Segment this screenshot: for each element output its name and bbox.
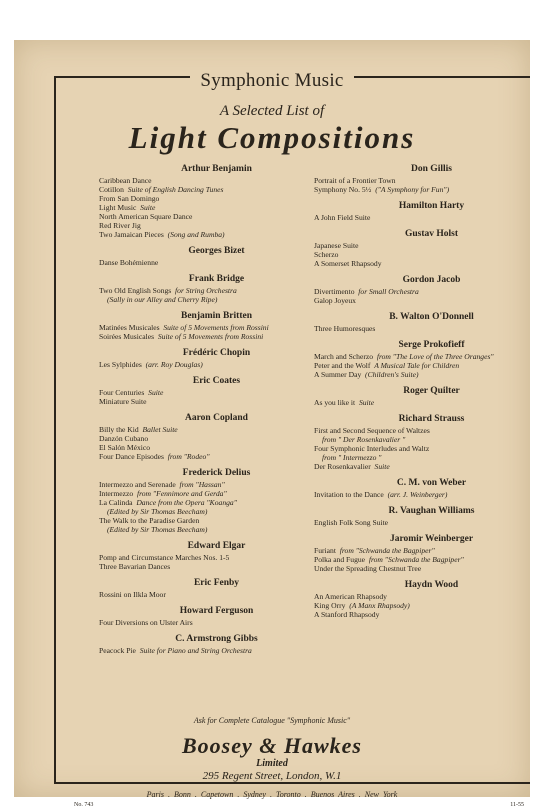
work-entry bbox=[314, 518, 533, 527]
publisher-address: 295 Regent Street, London, W.1 bbox=[202, 770, 342, 782]
composer-block bbox=[99, 274, 334, 304]
composer-name: Frédéric Chopin bbox=[182, 348, 251, 358]
composer-block bbox=[314, 414, 533, 471]
work-entry bbox=[314, 610, 533, 619]
work-description: from "The Love of the Three Oranges" bbox=[376, 352, 494, 361]
work-description: (Edited by Sir Thomas Beecham) bbox=[107, 507, 208, 516]
work-title: Matinées Musicales bbox=[99, 323, 160, 332]
composer-name: Eric Coates bbox=[192, 376, 241, 386]
work-entry bbox=[99, 562, 334, 571]
work-entry bbox=[99, 425, 334, 434]
work-entry bbox=[99, 434, 334, 443]
work-title: A Summer Day bbox=[314, 370, 362, 379]
work-title: Intermezzo and Serenade bbox=[99, 480, 176, 489]
composer-block bbox=[99, 413, 334, 461]
work-entry bbox=[99, 258, 334, 267]
composer-block bbox=[99, 606, 334, 627]
work-entry bbox=[314, 370, 533, 379]
work-description: (Song and Rumba) bbox=[167, 230, 225, 239]
work-description: Ballet Suite bbox=[142, 425, 178, 434]
work-entry bbox=[314, 213, 533, 222]
work-description: Suite bbox=[140, 203, 156, 212]
work-title: As you like it bbox=[314, 398, 356, 407]
work-title: King Orry bbox=[314, 601, 346, 610]
work-title: An American Rhapsody bbox=[314, 592, 387, 601]
work-entry bbox=[99, 525, 334, 534]
work-description: from "Hassan" bbox=[179, 480, 225, 489]
work-entry bbox=[314, 601, 533, 610]
work-title: Four Symphonic Interludes and Waltz bbox=[314, 444, 430, 453]
work-title: From San Domingo bbox=[99, 194, 160, 203]
work-description: from "Schwanda the Bagpiper" bbox=[339, 546, 435, 555]
composer-name: Richard Strauss bbox=[398, 414, 465, 424]
work-title: El Salón México bbox=[99, 443, 151, 452]
page-title: Light Compositions bbox=[128, 120, 416, 155]
work-entry bbox=[314, 490, 533, 499]
work-title: Peacock Pie bbox=[99, 646, 136, 655]
composer-name: R. Vaughan Williams bbox=[388, 506, 475, 516]
work-title: Two Old English Songs bbox=[99, 286, 172, 295]
work-entry bbox=[99, 452, 334, 461]
catalogue-number: No. 743 bbox=[74, 802, 94, 808]
work-description: ("A Symphony for Fun") bbox=[375, 185, 450, 194]
work-entry bbox=[99, 507, 334, 516]
work-entry bbox=[314, 241, 533, 250]
work-description: Suite for Piano and String Orchestra bbox=[139, 646, 252, 655]
composer-block bbox=[99, 376, 334, 406]
work-description: for Small Orchestra bbox=[358, 287, 419, 296]
work-entry bbox=[99, 185, 334, 194]
composer-block bbox=[314, 506, 533, 527]
work-entry bbox=[99, 176, 334, 185]
composer-name: Hamilton Harty bbox=[398, 201, 465, 211]
composer-block bbox=[314, 478, 533, 499]
work-entry bbox=[314, 546, 533, 555]
work-entry bbox=[314, 324, 533, 333]
composer-block bbox=[314, 229, 533, 268]
work-title: English Folk Song Suite bbox=[314, 518, 389, 527]
composer-name: Eric Fenby bbox=[193, 578, 240, 588]
work-description: (A Manx Rhapsody) bbox=[349, 601, 410, 610]
work-title: Red River Jig bbox=[99, 221, 141, 230]
composer-name: Jaromir Weinberger bbox=[389, 534, 474, 544]
work-title: First and Second Sequence of Waltzes bbox=[314, 426, 430, 435]
work-entry bbox=[99, 212, 334, 221]
work-description: Suite of English Dancing Tunes bbox=[127, 185, 224, 194]
work-description: Dance from the Opera "Koanga" bbox=[136, 498, 237, 507]
work-description: Suite bbox=[148, 388, 164, 397]
work-entry bbox=[314, 176, 533, 185]
work-title: The Walk to the Paradise Garden bbox=[99, 516, 200, 525]
work-entry bbox=[314, 426, 533, 435]
work-entry bbox=[99, 646, 334, 655]
composer-name: Gustav Holst bbox=[404, 229, 459, 239]
work-title: Pomp and Circumstance Marches Nos. 1-5 bbox=[99, 553, 230, 562]
work-title: Danzón Cubano bbox=[99, 434, 149, 443]
composer-block bbox=[99, 311, 334, 341]
work-title: La Calinda bbox=[99, 498, 133, 507]
work-entry bbox=[99, 360, 334, 369]
work-title: Cotillon bbox=[99, 185, 124, 194]
work-entry bbox=[99, 489, 334, 498]
work-entry bbox=[99, 295, 334, 304]
work-entry bbox=[99, 443, 334, 452]
publisher-limited: Limited bbox=[256, 758, 288, 769]
left-column bbox=[99, 164, 334, 662]
work-title: Der Rosenkavalier bbox=[314, 462, 371, 471]
composer-name: Serge Prokofieff bbox=[398, 340, 465, 350]
work-entry bbox=[99, 221, 334, 230]
composer-block bbox=[314, 340, 533, 379]
work-description: from "Fennimore and Gerda" bbox=[136, 489, 227, 498]
work-description: (Children's Suite) bbox=[365, 370, 419, 379]
work-entry bbox=[314, 435, 533, 444]
composer-block bbox=[314, 312, 533, 333]
work-entry bbox=[314, 398, 533, 407]
work-description: Suite bbox=[374, 462, 390, 471]
work-title: Four Dance Episodes bbox=[99, 452, 164, 461]
work-title: Galop Joyeux bbox=[314, 296, 356, 305]
work-description: from " Intermezzo " bbox=[322, 453, 382, 462]
work-title: Four Centuries bbox=[99, 388, 145, 397]
work-entry bbox=[314, 564, 533, 573]
work-entry bbox=[99, 332, 334, 341]
work-title: Three Humoresques bbox=[314, 324, 376, 333]
work-title: Portrait of a Frontier Town bbox=[314, 176, 396, 185]
composer-block bbox=[314, 164, 533, 194]
work-entry bbox=[99, 498, 334, 507]
print-code: 11-55 bbox=[510, 802, 524, 808]
work-entry bbox=[314, 250, 533, 259]
work-description: Suite of 5 Movements from Rossini bbox=[157, 332, 264, 341]
composer-block bbox=[314, 580, 533, 619]
composer-block bbox=[99, 634, 334, 655]
work-entry bbox=[99, 553, 334, 562]
composer-name: Edward Elgar bbox=[187, 541, 246, 551]
composer-block bbox=[99, 246, 334, 267]
publisher-name: Boosey & Hawkes bbox=[182, 733, 362, 758]
work-title: Symphony No. 5½ bbox=[314, 185, 372, 194]
work-description: for String Orchestra bbox=[175, 286, 237, 295]
work-entry bbox=[314, 259, 533, 268]
work-title: Intermezzo bbox=[99, 489, 134, 498]
work-entry bbox=[314, 287, 533, 296]
work-entry bbox=[99, 388, 334, 397]
composer-name: Arthur Benjamin bbox=[181, 164, 252, 174]
composer-block bbox=[99, 468, 334, 534]
work-entry bbox=[99, 286, 334, 295]
composer-name: C. Armstrong Gibbs bbox=[175, 634, 258, 644]
work-entry bbox=[314, 185, 533, 194]
composer-name: Haydn Wood bbox=[404, 580, 459, 590]
work-title: Miniature Suite bbox=[99, 397, 147, 406]
composer-block bbox=[314, 534, 533, 573]
work-title: Light Music bbox=[99, 203, 137, 212]
catalogue-note: Ask for Complete Catalogue "Symphonic Music" bbox=[193, 716, 351, 725]
composer-name: Frederick Delius bbox=[182, 468, 251, 478]
work-title: Polka and Fugue bbox=[314, 555, 366, 564]
work-description: from "Schwanda the Bagpiper" bbox=[368, 555, 464, 564]
publisher-cities: Paris . Bonn . Capetown . Sydney . Toronto . Buenos Aires . New York bbox=[146, 790, 398, 799]
composer-name: Benjamin Britten bbox=[181, 311, 252, 321]
work-title: Soirées Musicales bbox=[99, 332, 155, 341]
composer-block bbox=[99, 164, 334, 239]
work-title: Japanese Suite bbox=[314, 241, 359, 250]
work-title: Three Bavarian Dances bbox=[99, 562, 171, 571]
work-entry bbox=[314, 352, 533, 361]
work-entry bbox=[99, 194, 334, 203]
work-entry bbox=[99, 516, 334, 525]
catalogue-sheet bbox=[14, 40, 530, 808]
work-title: Danse Bohémienne bbox=[99, 258, 159, 267]
work-title: Rossini on Ilkla Moor bbox=[99, 590, 166, 599]
work-title: Billy the Kid bbox=[99, 425, 139, 434]
work-description: Suite of 5 Movements from Rossini bbox=[163, 323, 269, 332]
work-description: from "Rodeo" bbox=[167, 452, 210, 461]
work-title: Two Jamaican Pieces bbox=[99, 230, 164, 239]
composer-name: Don Gillis bbox=[411, 164, 452, 174]
composer-block bbox=[314, 275, 533, 305]
work-title: Under the Spreading Chestnut Tree bbox=[314, 564, 422, 573]
composer-block bbox=[99, 541, 334, 571]
work-title: March and Scherzo bbox=[314, 352, 374, 361]
right-column bbox=[314, 164, 533, 626]
work-title: North American Square Dance bbox=[99, 212, 193, 221]
composer-name: Frank Bridge bbox=[188, 274, 245, 284]
work-entry bbox=[99, 230, 334, 239]
composer-block bbox=[314, 386, 533, 407]
work-title: Furiant bbox=[314, 546, 336, 555]
symphonic-heading-text: Symphonic Music bbox=[190, 70, 353, 91]
work-description: from " Der Rosenkavalier " bbox=[322, 435, 406, 444]
composer-name: C. M. von Weber bbox=[396, 478, 467, 488]
work-entry bbox=[314, 453, 533, 462]
composer-block bbox=[99, 348, 334, 369]
composer-name: Aaron Copland bbox=[185, 413, 248, 423]
work-entry bbox=[314, 361, 533, 370]
subtitle: A Selected List of bbox=[219, 103, 325, 119]
work-title: Invitation to the Dance bbox=[314, 490, 384, 499]
work-description: (Sally in our Alley and Cherry Ripe) bbox=[107, 295, 218, 304]
work-entry bbox=[99, 203, 334, 212]
symphonic-heading bbox=[14, 70, 530, 92]
work-entry bbox=[314, 555, 533, 564]
work-entry bbox=[99, 397, 334, 406]
work-description: (arr. J. Weinberger) bbox=[387, 490, 448, 499]
work-entry bbox=[99, 590, 334, 599]
work-entry bbox=[314, 444, 533, 453]
composer-block bbox=[99, 578, 334, 599]
work-entry bbox=[314, 592, 533, 601]
work-title: A John Field Suite bbox=[314, 213, 371, 222]
work-title: A Somerset Rhapsody bbox=[314, 259, 382, 268]
composer-name: Georges Bizet bbox=[188, 246, 245, 256]
work-title: A Stanford Rhapsody bbox=[314, 610, 380, 619]
work-title: Caribbean Dance bbox=[99, 176, 152, 185]
work-description: A Musical Tale for Children bbox=[374, 361, 460, 370]
work-title: Four Diversions on Ulster Airs bbox=[99, 618, 193, 627]
composer-name: Gordon Jacob bbox=[402, 275, 461, 285]
work-entry bbox=[99, 480, 334, 489]
work-title: Scherzo bbox=[314, 250, 339, 259]
work-description: Suite bbox=[358, 398, 375, 407]
work-entry bbox=[314, 296, 533, 305]
composer-name: Roger Quilter bbox=[403, 386, 460, 396]
work-title: Peter and the Wolf bbox=[314, 361, 371, 370]
work-entry bbox=[314, 462, 533, 471]
work-entry bbox=[99, 323, 334, 332]
composer-name: Howard Ferguson bbox=[179, 606, 254, 616]
work-entry bbox=[99, 618, 334, 627]
work-description: (Edited by Sir Thomas Beecham) bbox=[107, 525, 208, 534]
composer-name: B. Walton O'Donnell bbox=[389, 312, 474, 322]
work-title: Divertimento bbox=[314, 287, 355, 296]
work-description: (arr. Roy Douglas) bbox=[145, 360, 203, 369]
composer-block bbox=[314, 201, 533, 222]
work-title: Les Sylphides bbox=[99, 360, 142, 369]
